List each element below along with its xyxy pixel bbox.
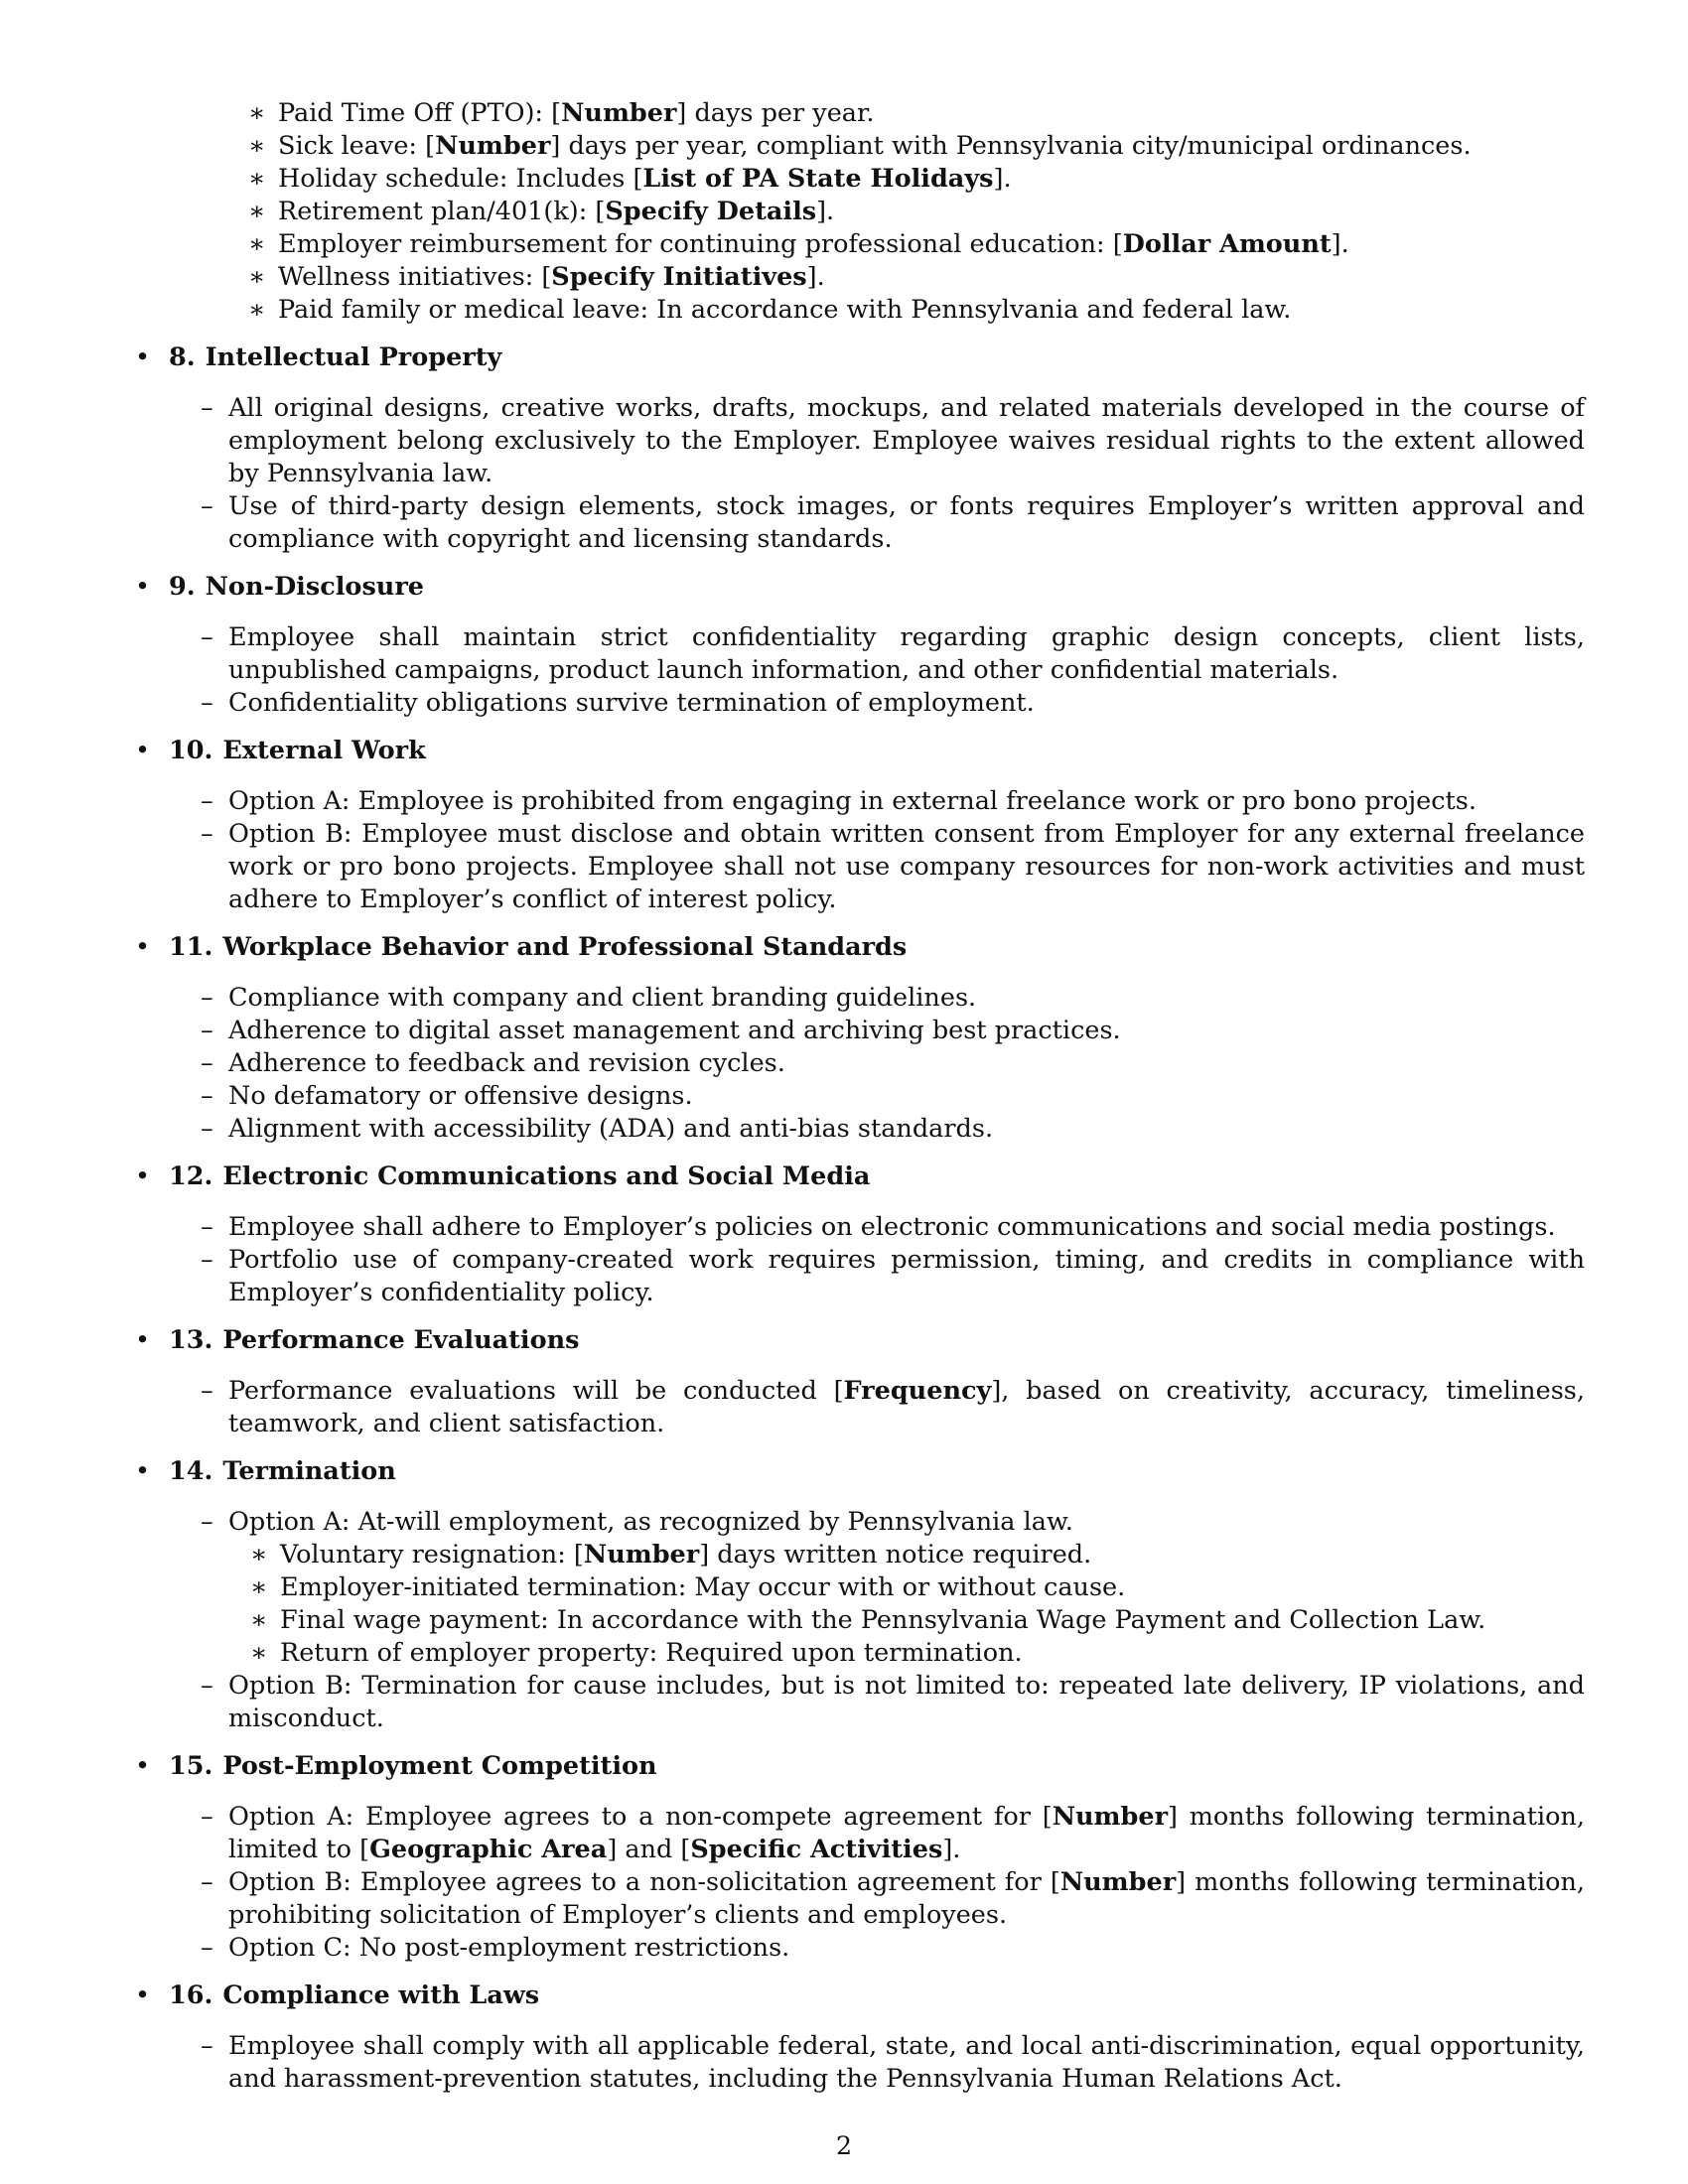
section-heading: • 13. Performance Evaluations bbox=[169, 1325, 580, 1355]
placeholder-field: Specific Activities bbox=[690, 1835, 943, 1864]
section-heading: • 11. Workplace Behavior and Professional Standards bbox=[169, 932, 908, 962]
placeholder-field: Specify Initiatives bbox=[551, 262, 807, 292]
placeholder-field: Number bbox=[1059, 1867, 1177, 1897]
list-item: ∗ Final wage payment: In accordance with the Pennsylvania Wage Payment and Collection Law. bbox=[280, 1604, 1585, 1637]
list-item: – Adherence to digital asset management and archiving best practices. bbox=[228, 1015, 1585, 1047]
section-non-disclosure bbox=[135, 571, 1585, 720]
list-item: – Use of third-party design elements, stock images, or fonts requires Employer’s written approval and compliance with copyright and licensing standards. bbox=[228, 490, 1585, 556]
document-body bbox=[135, 97, 1585, 2096]
list-item: – Alignment with accessibility (ADA) and anti-bias standards. bbox=[228, 1113, 1585, 1146]
list-item: – No defamatory or offensive designs. bbox=[228, 1080, 1585, 1113]
list-item: ∗ Paid family or medical leave: In accordance with Pennsylvania and federal law. bbox=[278, 294, 1585, 327]
page-number: 2 bbox=[835, 2131, 853, 2161]
list-item: – Option B: Termination for cause includes, but is not limited to: repeated late delivery, IP violations, and misconduct. bbox=[228, 1670, 1585, 1735]
section-heading: • 12. Electronic Communications and Social Media bbox=[169, 1161, 871, 1191]
list-item: – Employee shall maintain strict confidentiality regarding graphic design concepts, client lists, unpublished campaigns, product launch information, and other confidential materials. bbox=[228, 621, 1585, 687]
list-item: – Option A: Employee agrees to a non-compete agreement for [Number] months following termination, limited to [Geographic Area] and [Specific Activities]. bbox=[228, 1801, 1585, 1866]
placeholder-field: Geographic Area bbox=[369, 1835, 608, 1864]
section-electronic-communications bbox=[135, 1160, 1585, 1309]
list-item: ∗ Employer reimbursement for continuing professional education: [Dollar Amount]. bbox=[278, 228, 1585, 261]
section-intellectual-property bbox=[135, 341, 1585, 556]
section-external-work bbox=[135, 735, 1585, 916]
section-items bbox=[169, 1801, 1585, 1965]
list-item: – Option A: Employee is prohibited from engaging in external freelance work or pro bono projects. bbox=[228, 785, 1585, 818]
section-items bbox=[169, 1211, 1585, 1309]
section-heading: • 10. External Work bbox=[169, 736, 426, 765]
section-heading: • 14. Termination bbox=[169, 1456, 396, 1486]
placeholder-field: Specify Details bbox=[605, 197, 817, 226]
list-item: ∗ Employer-initiated termination: May occur with or without cause. bbox=[280, 1571, 1585, 1604]
section-items bbox=[169, 392, 1585, 556]
section-heading: • 9. Non-Disclosure bbox=[169, 572, 424, 602]
section-items bbox=[169, 1375, 1585, 1440]
benefits-list bbox=[135, 97, 1585, 327]
list-item: – Performance evaluations will be conducted [Frequency], based on creativity, accuracy, timeliness, teamwork, and client satisfaction. bbox=[228, 1375, 1585, 1440]
section-items bbox=[169, 621, 1585, 720]
placeholder-field: List of PA State Holidays bbox=[642, 164, 994, 194]
list-item: – Compliance with company and client branding guidelines. bbox=[228, 982, 1585, 1015]
list-item: – Employee shall adhere to Employer’s policies on electronic communications and social media postings. bbox=[228, 1211, 1585, 1244]
placeholder-field: Number bbox=[561, 98, 677, 128]
section-heading: • 8. Intellectual Property bbox=[169, 342, 502, 372]
section-compliance-with-laws bbox=[135, 1979, 1585, 2096]
section-termination bbox=[135, 1455, 1585, 1735]
placeholder-field: Number bbox=[1052, 1802, 1169, 1832]
list-item: – Confidentiality obligations survive termination of employment. bbox=[228, 687, 1585, 720]
list-item: – Adherence to feedback and revision cycles. bbox=[228, 1047, 1585, 1080]
placeholder-field: Number bbox=[435, 131, 551, 161]
section-workplace-behavior bbox=[135, 931, 1585, 1146]
sub-list bbox=[228, 1539, 1585, 1670]
list-item: ∗ Retirement plan/401(k): [Specify Details]. bbox=[278, 196, 1585, 228]
list-item: ∗ Voluntary resignation: [Number] days written notice required. bbox=[280, 1539, 1585, 1571]
section-items bbox=[169, 1506, 1585, 1735]
list-item: ∗ Wellness initiatives: [Specify Initiatives]. bbox=[278, 261, 1585, 294]
placeholder-field: Dollar Amount bbox=[1122, 229, 1332, 259]
section-heading: • 15. Post-Employment Competition bbox=[169, 1751, 657, 1781]
list-item: – Option B: Employee must disclose and obtain written consent from Employer for any external freelance work or pro bono projects. Employee shall not use company resources for non-work activities and must adhere to Employer’s conflict of interest policy. bbox=[228, 818, 1585, 916]
list-item: ∗ Return of employer property: Required upon termination. bbox=[280, 1637, 1585, 1670]
list-item: – Option B: Employee agrees to a non-solicitation agreement for [Number] months following termination, prohibiting solicitation of Employer’s clients and employees. bbox=[228, 1866, 1585, 1932]
list-item: ∗ Sick leave: [Number] days per year, compliant with Pennsylvania city/municipal ordinances. bbox=[278, 130, 1585, 163]
section-performance-evaluations bbox=[135, 1324, 1585, 1440]
list-item: ∗ Paid Time Off (PTO): [Number] days per year. bbox=[278, 97, 1585, 130]
section-items bbox=[169, 785, 1585, 916]
section-items bbox=[169, 2030, 1585, 2096]
section-heading: • 16. Compliance with Laws bbox=[169, 1980, 540, 2010]
list-item: – Option C: No post-employment restrictions. bbox=[228, 1932, 1585, 1965]
section-items bbox=[169, 982, 1585, 1146]
list-item: ∗ Holiday schedule: Includes [List of PA State Holidays]. bbox=[278, 163, 1585, 196]
placeholder-field: Frequency bbox=[843, 1376, 992, 1406]
list-item: – Option A: At-will employment, as recognized by Pennsylvania law. ∗ Voluntary resignation: [Number] days written notice required. ∗ Employer-initiated termination: May occur with or without cause. ∗ Final wage payment: In accordance with the Pennsylvania Wage Payment and Collection Law. ∗ Return of employer property: Required upon termination. bbox=[228, 1506, 1585, 1670]
list-item: – All original designs, creative works, drafts, mockups, and related materials developed in the course of employment belong exclusively to the Employer. Employee waives residual rights to the extent allowed by Pennsylvania law. bbox=[228, 392, 1585, 490]
placeholder-field: Number bbox=[583, 1540, 700, 1570]
section-post-employment-competition bbox=[135, 1750, 1585, 1965]
list-item: – Portfolio use of company-created work requires permission, timing, and credits in compliance with Employer’s confidentiality policy. bbox=[228, 1244, 1585, 1309]
list-item: – Employee shall comply with all applicable federal, state, and local anti-discrimination, equal opportunity, and harassment-prevention statutes, including the Pennsylvania Human Relations Act. bbox=[228, 2030, 1585, 2096]
